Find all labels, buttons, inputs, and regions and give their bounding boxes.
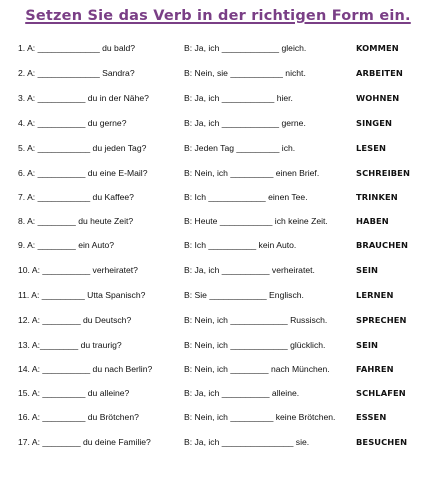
answer-b: B: Ich ____________ einen Tee. xyxy=(184,192,308,202)
verb-hint: SEIN xyxy=(356,265,379,275)
answer-b: B: Ja, ich ___________ hier. xyxy=(184,93,293,103)
question-a: 14. A: __________ du nach Berlin? xyxy=(18,364,153,374)
answer-b: B: Sie ____________ Englisch. xyxy=(184,290,304,300)
question-a: 2. A: _____________ Sandra? xyxy=(18,68,135,78)
answer-b: B: Nein, ich _________ keine Brötchen. xyxy=(184,412,336,422)
exercise-row xyxy=(0,361,436,377)
exercise-row xyxy=(0,213,436,229)
question-a: 12. A: ________ du Deutsch? xyxy=(18,315,132,325)
exercise-row xyxy=(0,65,436,81)
question-a: 16. A: _________ du Brötchen? xyxy=(18,412,139,422)
question-a: 11. A: _________ Utta Spanisch? xyxy=(18,290,146,300)
exercise-row xyxy=(0,189,436,205)
exercise-row xyxy=(0,115,436,131)
exercise-row xyxy=(0,262,436,278)
answer-b: B: Nein, ich ____________ Russisch. xyxy=(184,315,328,325)
verb-hint: TRINKEN xyxy=(356,192,398,202)
answer-b: B: Ja, ich __________ alleine. xyxy=(184,388,300,398)
answer-b: B: Ich __________ kein Auto. xyxy=(184,240,297,250)
question-a: 8. A: ________ du heute Zeit? xyxy=(18,216,134,226)
exercise-row xyxy=(0,409,436,425)
exercise-row xyxy=(0,165,436,181)
worksheet-title: Setzen Sie das Verb in der richtigen Form ein. xyxy=(25,8,411,24)
question-a: 17. A: ________ du deine Familie? xyxy=(18,437,151,447)
verb-hint: LERNEN xyxy=(356,290,394,300)
answer-b: B: Ja, ich _______________ sie. xyxy=(184,437,310,447)
question-a: 7. A: ___________ du Kaffee? xyxy=(18,192,134,202)
exercise-row xyxy=(0,434,436,450)
question-a: 4. A: __________ du gerne? xyxy=(18,118,127,128)
exercise-row xyxy=(0,140,436,156)
verb-hint: HABEN xyxy=(356,216,389,226)
exercise-row xyxy=(0,40,436,56)
answer-b: B: Heute ___________ ich keine Zeit. xyxy=(184,216,328,226)
answer-b: B: Jeden Tag _________ ich. xyxy=(184,143,296,153)
verb-hint: SEIN xyxy=(356,340,379,350)
answer-b: B: Nein, ich ____________ glücklich. xyxy=(184,340,326,350)
answer-b: B: Ja, ich __________ verheiratet. xyxy=(184,265,315,275)
question-a: 3. A: __________ du in der Nähe? xyxy=(18,93,149,103)
verb-hint: LESEN xyxy=(356,143,387,153)
question-a: 6. A: __________ du eine E-Mail? xyxy=(18,168,148,178)
verb-hint: SCHREIBEN xyxy=(356,168,410,178)
question-a: 5. A: ___________ du jeden Tag? xyxy=(18,143,147,153)
verb-hint: BESUCHEN xyxy=(356,437,408,447)
exercise-row xyxy=(0,312,436,328)
exercise-row xyxy=(0,385,436,401)
exercise-row xyxy=(0,337,436,353)
question-a: 15. A: _________ du alleine? xyxy=(18,388,130,398)
question-a: 13. A:________ du traurig? xyxy=(18,340,122,350)
answer-b: B: Nein, ich ________ nach München. xyxy=(184,364,330,374)
verb-hint: SINGEN xyxy=(356,118,393,128)
verb-hint: BRAUCHEN xyxy=(356,240,409,250)
verb-hint: SCHLAFEN xyxy=(356,388,406,398)
answer-b: B: Ja, ich ____________ gleich. xyxy=(184,43,307,53)
verb-hint: ARBEITEN xyxy=(356,68,403,78)
question-a: 1. A: _____________ du bald? xyxy=(18,43,136,53)
answer-b: B: Ja, ich ____________ gerne. xyxy=(184,118,306,128)
question-a: 10. A: __________ verheiratet? xyxy=(18,265,138,275)
verb-hint: SPRECHEN xyxy=(356,315,407,325)
verb-hint: FAHREN xyxy=(356,364,394,374)
verb-hint: WOHNEN xyxy=(356,93,400,103)
exercise-row xyxy=(0,237,436,253)
exercise-row xyxy=(0,90,436,106)
question-a: 9. A: ________ ein Auto? xyxy=(18,240,115,250)
exercise-row xyxy=(0,287,436,303)
answer-b: B: Nein, ich _________ einen Brief. xyxy=(184,168,320,178)
verb-hint: ESSEN xyxy=(356,412,387,422)
answer-b: B: Nein, sie ___________ nicht. xyxy=(184,68,306,78)
verb-hint: KOMMEN xyxy=(356,43,399,53)
